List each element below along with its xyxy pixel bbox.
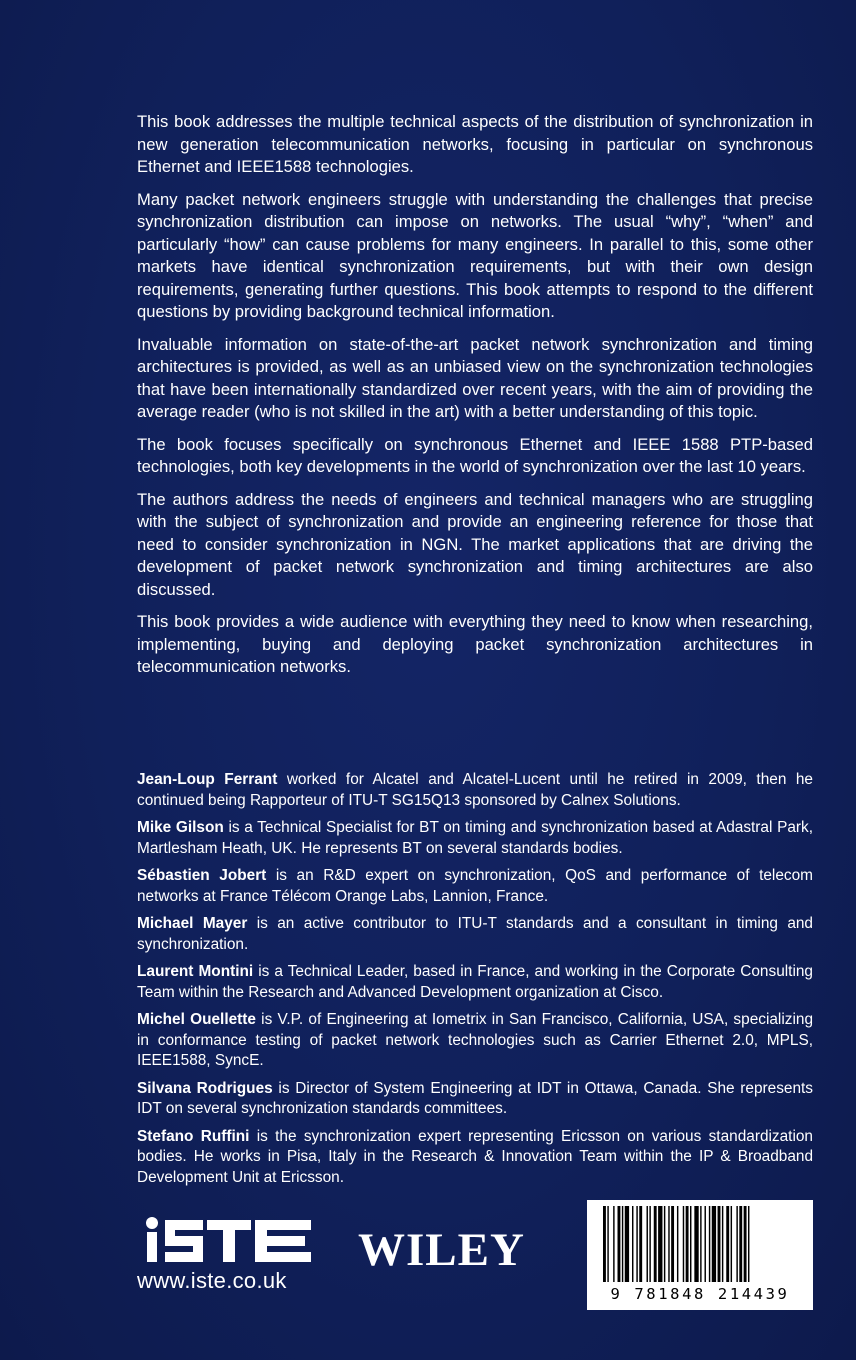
blurb-paragraph: This book provides a wide audience with everything they need to know when researching, implementing, buying and deploying packet synchronization architectures in telecommunication networks. bbox=[137, 612, 813, 676]
barcode-bar bbox=[671, 1206, 674, 1282]
barcode-bar bbox=[677, 1206, 678, 1282]
author-name: Mike Gilson bbox=[137, 819, 224, 836]
author-bio-text: worked for Alcatel and Alcatel-Lucent until he retired in 2009, then he continued being Rapporteur of ITU-T SG15Q13 sponsored by Calnex Solutions. bbox=[137, 771, 813, 809]
barcode-bar bbox=[613, 1206, 614, 1282]
barcode-bar bbox=[700, 1206, 701, 1282]
barcode-bar bbox=[722, 1206, 723, 1282]
barcode-bar bbox=[649, 1206, 650, 1282]
barcode-bar bbox=[654, 1206, 657, 1282]
author-bio bbox=[137, 770, 813, 811]
barcode-bar bbox=[639, 1206, 642, 1282]
barcode-bar bbox=[709, 1206, 710, 1282]
author-name: Jean-Loup Ferrant bbox=[137, 771, 278, 788]
barcode-bar bbox=[625, 1206, 629, 1282]
barcode-bar bbox=[748, 1206, 749, 1282]
iste-logo bbox=[143, 1215, 315, 1265]
barcode-bar bbox=[658, 1206, 662, 1282]
author-name: Stefano Ruffini bbox=[137, 1127, 250, 1145]
author-bio bbox=[137, 962, 813, 1003]
author-name: Laurent Montini bbox=[137, 963, 254, 980]
author-name: Michel Ouellette bbox=[137, 1011, 256, 1028]
barcode-bar bbox=[731, 1206, 732, 1282]
barcode-bar bbox=[736, 1206, 737, 1282]
author-bio bbox=[137, 1010, 813, 1072]
barcode-bar bbox=[647, 1206, 648, 1282]
blurb-paragraph: The authors address the needs of engineers and technical managers who are struggling with the subject of synchronization and provide an engineering reference for those that need to consider synchronization in NGN. The market applications that are driving the development of packet network synchronization and timing architectures are also discussed. bbox=[137, 489, 813, 599]
barcode-bar bbox=[744, 1206, 747, 1282]
barcode-bar bbox=[739, 1206, 742, 1282]
blurb-paragraph: This book addresses the multiple technical aspects of the distribution of synchronization in new generation telecommunication networks, focusing in particular on synchronous Ethernet and IEEE1588 technologies. bbox=[137, 112, 813, 176]
isbn-number: 9 781848 214439 bbox=[610, 1285, 790, 1303]
barcode-bar bbox=[668, 1206, 669, 1282]
barcode-bar bbox=[632, 1206, 633, 1282]
author-bio bbox=[137, 818, 813, 859]
author-name: Michael Mayer bbox=[137, 915, 248, 932]
author-bio bbox=[137, 866, 813, 907]
author-name: Sébastien Jobert bbox=[137, 867, 267, 884]
barcode-bar bbox=[622, 1206, 623, 1282]
barcode-bar bbox=[607, 1206, 608, 1282]
barcode-bar bbox=[705, 1206, 706, 1282]
wiley-logo: WILEY bbox=[358, 1224, 525, 1276]
barcode-bar bbox=[718, 1206, 721, 1282]
barcode-bar bbox=[690, 1206, 691, 1282]
author-bios bbox=[137, 770, 813, 1195]
barcode-bar bbox=[664, 1206, 665, 1282]
blurb-paragraph: The book focuses specifically on synchronous Ethernet and IEEE 1588 PTP-based technologies, both key developments in the world of synchronization over the last 10 years. bbox=[137, 434, 813, 476]
blurb-paragraph: Many packet network engineers struggle with understanding the challenges that precise synchronization distribution can impose on networks. The usual “why”, “when” and particularly “how” can cause problems for many engineers. In parallel to this, some other markets have identical synchronization requirements, but with their own design requirements, generating further questions. This book attempts to respond to the different questions by providing background technical information. bbox=[137, 189, 813, 321]
barcode-bar bbox=[712, 1206, 716, 1282]
author-bio-text: is an R&D expert on synchronization, QoS and performance of telecom networks at France Télécom Orange Labs, Lannion, France. bbox=[137, 867, 813, 905]
author-bio-text: is a Technical Leader, based in France, and working in the Corporate Consulting Team within the Research and Advanced Development organization at Cisco. bbox=[137, 963, 813, 1001]
author-bio bbox=[137, 1079, 813, 1120]
author-bio bbox=[137, 914, 813, 955]
barcode-bar bbox=[694, 1206, 698, 1282]
author-bio-text: is Director of System Engineering at IDT in Ottawa, Canada. She represents IDT on several synchronization standards committees. bbox=[137, 1079, 813, 1117]
barcode-bar bbox=[726, 1206, 729, 1282]
author-bio bbox=[137, 1127, 813, 1189]
barcode-bar bbox=[686, 1206, 689, 1282]
barcode-bar bbox=[618, 1206, 621, 1282]
barcode-bar bbox=[636, 1206, 637, 1282]
back-cover-blurb bbox=[137, 111, 813, 689]
barcode-bar bbox=[683, 1206, 684, 1282]
blurb-paragraph: Invaluable information on state-of-the-art packet network synchronization and timing architectures is provided, as well as an unbiased view on the synchronization technologies that have been internationally standardized over recent years, with the aim of providing the average reader (who is not skilled in the art) with a better understanding of this topic. bbox=[137, 334, 813, 421]
author-name: Silvana Rodrigues bbox=[137, 1079, 273, 1097]
author-bio-text: is V.P. of Engineering at Iometrix in San Francisco, California, USA, specializing in conformance testing of packet network technologies such as Carrier Ethernet 2.0, MPLS, IEEE1588, SyncE. bbox=[137, 1011, 813, 1069]
iste-url: www.iste.co.uk bbox=[137, 1268, 287, 1293]
barcode-bar bbox=[603, 1206, 606, 1282]
author-bio-text: is a Technical Specialist for BT on timing and synchronization based at Adastral Park, Martlesham Heath, UK. He represents BT on several standards bodies. bbox=[137, 819, 813, 857]
author-bio-text: is an active contributor to ITU-T standards and a consultant in timing and synchronization. bbox=[137, 915, 813, 953]
author-bio-text: is the synchronization expert representing Ericsson on various standardization bodies. He works in Pisa, Italy in the Research & Innovation Team within the IP & Broadband Development Unit at Ericsson. bbox=[137, 1127, 813, 1186]
isbn-barcode bbox=[587, 1200, 813, 1310]
